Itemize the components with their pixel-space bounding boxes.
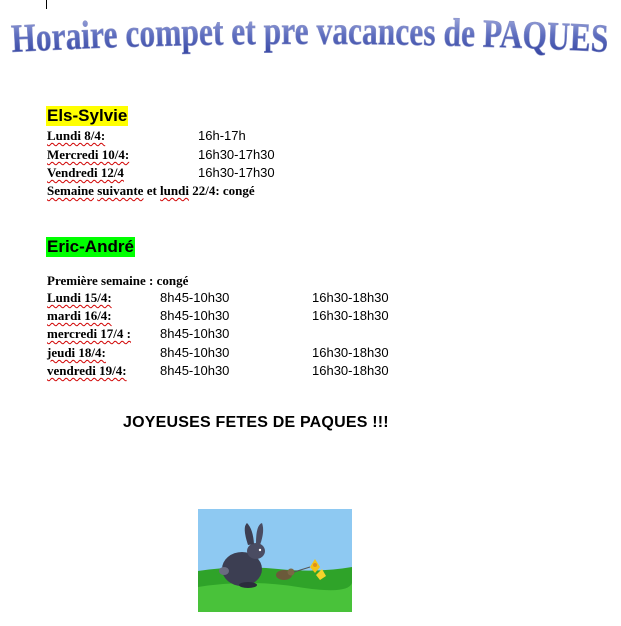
- time-slot-morning: 8h45-10h30: [160, 308, 230, 323]
- time-slot-evening: 16h30-18h30: [312, 363, 389, 378]
- time-slot: 16h30-17h30: [198, 165, 275, 180]
- day-label: Mercredi 10/4:: [47, 147, 130, 162]
- day-label: Lundi 8/4:: [47, 128, 106, 143]
- group-title-eric-andre: Eric-André: [47, 237, 134, 256]
- day-label: jeudi 18/4:: [47, 345, 106, 360]
- group-title-els-sylvie: Els-Sylvie: [47, 106, 128, 125]
- easter-rabbit-clipart: [198, 509, 352, 612]
- time-slot: 16h30-17h30: [198, 147, 275, 162]
- note-word: 22/4: congé: [192, 183, 255, 198]
- group-note: [47, 183, 255, 199]
- day-label: vendredi 19/4:: [47, 363, 127, 378]
- note-word: suivante: [97, 183, 144, 198]
- note-word: lundi: [160, 183, 189, 198]
- time-slot-morning: 8h45-10h30: [160, 290, 230, 305]
- day-label: Lundi 15/4:: [47, 290, 112, 305]
- time-slot: 16h-17h: [198, 128, 246, 143]
- time-slot-evening: 16h30-18h30: [312, 345, 389, 360]
- day-label: Vendredi 12/4: [47, 165, 124, 180]
- time-slot-morning: 8h45-10h30: [160, 345, 230, 360]
- wordart-title-text: Horaire compet et pre vacances de PAQUES: [10, 8, 614, 62]
- day-label: mercredi 17/4 :: [47, 326, 131, 341]
- note-word: et: [146, 183, 157, 198]
- closing-greeting: JOYEUSES FETES DE PAQUES !!!: [123, 414, 389, 431]
- note-word: Semaine: [47, 183, 94, 198]
- day-label: mardi 16/4:: [47, 308, 112, 323]
- time-slot-morning: 8h45-10h30: [160, 363, 230, 378]
- wordart-title: [8, 8, 614, 78]
- time-slot-morning: 8h45-10h30: [160, 326, 230, 341]
- group-intro: Première semaine : congé: [47, 273, 189, 288]
- time-slot-evening: 16h30-18h30: [312, 290, 389, 305]
- time-slot-evening: 16h30-18h30: [312, 308, 389, 323]
